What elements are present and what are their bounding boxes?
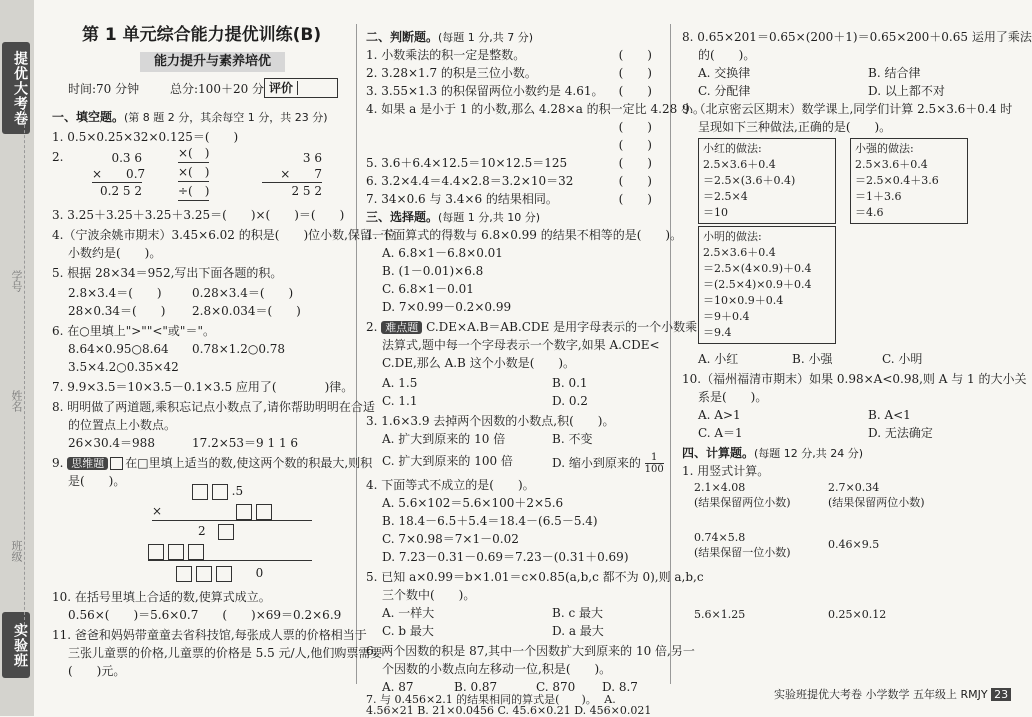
q9-row-2: ×	[152, 502, 312, 521]
choice-option: A. 一样大	[382, 606, 435, 620]
tf-item: 4. 如果 a 是小于 1 的小数,那么 4.28×a 的积一定比 4.28 小。	[366, 102, 706, 116]
column-1	[52, 0, 396, 716]
question-3: 3. 3.25＋3.25＋3.25＋3.25＝( )×( )＝( )	[52, 208, 345, 222]
choice-5: 5. 已知 a×0.99＝b×1.01＝c×0.85(a,b,c 都不为 0),则 a,b,c	[366, 570, 704, 584]
choice-option: C. 小明	[882, 352, 923, 366]
choice-option: A. 5.6×102＝5.6×100＋2×5.6	[382, 496, 564, 510]
section-calculation: 四、计算题。(每题 12 分,共 24 分)	[682, 446, 864, 460]
q6-item: 8.64×0.95○8.64	[68, 342, 169, 356]
choice-option: B. 0.1	[552, 376, 588, 390]
series-tab-top: 提优大考卷	[2, 42, 30, 134]
choice-option: C. 6.8×1－0.01	[382, 282, 474, 296]
question-8-cont: 的位置点上小数点。	[68, 418, 177, 432]
question-6: 6. 在○里填上">""<"或"＝"。	[52, 324, 215, 338]
q5-item: 2.8×3.4＝( )	[68, 286, 162, 300]
time-limit: 时间:70 分钟	[68, 82, 140, 96]
choice-2-cont: C.DE,那么 A.B 这个小数是( )。	[382, 356, 576, 370]
q6-item: 0.78×1.2○0.78	[192, 342, 286, 356]
choice-option: A. A>1	[698, 408, 741, 422]
calc-item: 5.6×1.25	[694, 608, 746, 621]
question-11-cont: 三张儿童票的价格,儿童票的价格是 5.5 元/人,他们购票需要	[68, 646, 383, 660]
calc-item: 0.46×9.5	[828, 538, 880, 551]
tf-item: 6. 3.2×4.4＝4.4×2.8＝3.2×10＝32 ( )	[366, 174, 652, 188]
choice-option: D. 无法确定	[868, 426, 933, 440]
choice-1: 1. 下面算式的得数与 6.8×0.99 的结果不相等的是( )。	[366, 228, 683, 242]
question-7: 7. 9.9×3.5＝10×3.5－0.1×3.5 应用了( )律。	[52, 380, 354, 394]
page-title: 第 1 单元综合能力提优训练(B)	[82, 25, 322, 45]
choice-option: D. a 最大	[552, 624, 604, 638]
q9-digit-boxes-1: .5	[192, 482, 243, 500]
question-4: 4.（宁波余姚市期末）3.45×6.02 的积是( )位小数,保留一位	[52, 228, 396, 242]
choice-option: B. 小强	[792, 352, 833, 366]
section-banner: 能力提升与素养培优	[140, 52, 285, 72]
question-11-end: ( )元。	[68, 664, 126, 678]
evaluation-label: 评价	[265, 81, 298, 95]
xiaohong-method: 小红的做法: 2.5×3.6＋0.4 ＝2.5×(3.6＋0.4) ＝2.5×4 ＝10	[698, 138, 836, 224]
thinking-tag: 思维题	[67, 457, 108, 470]
choice-option: B. c 最大	[552, 606, 603, 620]
calc-title: 1. 用竖式计算。	[682, 464, 770, 478]
calc-item: 0.25×0.12	[828, 608, 887, 621]
choice-option: D. 以上都不对	[868, 84, 945, 98]
question-5: 5. 根据 28×34＝952,写出下面各题的积。	[52, 266, 283, 280]
question-9-cont: 是( )。	[68, 474, 126, 488]
q9-row-5: 0	[176, 564, 263, 582]
choice-option: C. 扩大到原来的 100 倍	[382, 454, 513, 468]
choice-5-cont: 三个数中( )。	[382, 588, 476, 602]
choice-option: D. 0.2	[552, 394, 588, 408]
q6-item: 3.5×4.2○0.35×42	[68, 360, 179, 374]
column-3	[682, 0, 1032, 716]
q5-item: 2.8×0.034＝( )	[192, 304, 301, 318]
choice-option: C. 1.1	[382, 394, 418, 408]
choice-2-cont: 法算式,题中每一个字母表示一个数字,如果 A.CDE<	[382, 338, 660, 352]
choice-4: 4. 下面等式不成立的是( )。	[366, 478, 535, 492]
q2-vertical-2: 3 6 × 7 2 5 2	[262, 150, 322, 199]
binding-strip	[0, 0, 34, 716]
choice-8-cont: 的( )。	[698, 48, 756, 62]
question-11: 11. 爸爸和妈妈带童童去省科技馆,每张成人票的价格相当于	[52, 628, 367, 642]
question-10-cont: 0.56×( )＝5.6×0.7 ( )×69＝0.2×6.9	[68, 608, 342, 622]
question-2: 2.	[52, 150, 64, 164]
tf-item: 2. 3.28×1.7 的积是三位小数。 ( )	[366, 66, 652, 80]
choice-option: A. 交换律	[698, 66, 751, 80]
q5-item: 0.28×3.4＝( )	[192, 286, 294, 300]
choice-option: A. 小红	[698, 352, 739, 366]
question-8: 8. 明明做了两道题,乘积忘记点小数点了,请你帮助明明在合适	[52, 400, 375, 414]
calc-item: 2.1×4.08 (结果保留两位小数)	[694, 481, 791, 509]
section-choice: 三、选择题。(每题 1 分,共 10 分)	[366, 210, 541, 224]
label-student-id: 学号	[10, 270, 23, 292]
choice-10-cont: 系是( )。	[698, 390, 768, 404]
choice-9: 9.（北京密云区期末）数学课上,同学们计算 2.5×3.6＋0.4 时	[682, 102, 1013, 116]
choice-3: 3. 1.6×3.9 去掉两个因数的小数点,积( )。	[366, 414, 615, 428]
tf-item: 7. 34×0.6 与 3.4×6 的结果相同。 ( )	[366, 192, 652, 206]
calc-item: 0.74×5.8 (结果保留一位小数)	[694, 531, 791, 559]
choice-option: B. 18.4－6.5＋5.4＝18.4－(6.5－5.4)	[382, 514, 598, 528]
q5-item: 28×0.34＝( )	[68, 304, 166, 318]
series-tab-bottom: 实验班	[2, 612, 30, 678]
choice-9-cont: 呈现如下三种做法,正确的是( )。	[698, 120, 892, 134]
q2-vertical-1: 0.3 6 × 0.7 0.2 5 2	[92, 151, 146, 198]
choice-7: 7. 与 0.456×2.1 的结果相同的算式是( )。 A. 4.56×21 B. 21×0.0456 C. 45.6×0.21 D. 456×0.021	[366, 693, 652, 717]
choice-6: 6. 两个因数的积是 87,其中一个因数扩大到原来的 10 倍,另一	[366, 644, 695, 658]
choice-option: A. 87	[382, 680, 414, 694]
question-1: 1. 0.5×0.25×32×0.125＝( )	[52, 130, 239, 144]
choice-option: D. 8.7	[602, 680, 638, 694]
page-number: 23	[991, 688, 1011, 701]
choice-7-options-inline: A. 4.56×21 B. 21×0.0456 C. 45.6×0.21 D. 456×0.021	[366, 693, 652, 717]
choice-option: D. 缩小到原来的 $\frac{1}{100}$	[552, 452, 664, 475]
choice-10: 10.（福州福清市期末）如果 0.98×A<0.98,则 A 与 1 的大小关	[682, 372, 1027, 386]
choice-option: B. 结合律	[868, 66, 921, 80]
label-class: 班级	[10, 540, 23, 562]
choice-option: D. 7×0.99－0.2×0.99	[382, 300, 512, 314]
choice-8: 8. 0.65×201＝0.65×(200＋1)＝0.65×200＋0.65 运用了乘法	[682, 30, 1032, 44]
choice-option: A. 扩大到原来的 10 倍	[382, 432, 506, 446]
xiaoming-method: 小明的做法: 2.5×3.6＋0.4 ＝2.5×(4×0.9)＋0.4 ＝(2.5×4)×0.9＋0.4 ＝10×0.9＋0.4 ＝9＋0.4 ＝9.4	[698, 226, 836, 344]
choice-option: C. 分配律	[698, 84, 751, 98]
question-9: 9. 思维题 在□里填上适当的数,使这两个数的积最大,则积	[52, 456, 373, 470]
q8-item: 26×30.4＝988	[68, 436, 155, 450]
q2-operations: ×( ) ×( ) ÷( )	[178, 144, 209, 201]
question-4-cont: 小数约是( )。	[68, 246, 162, 260]
choice-option: A. 1.5	[382, 376, 418, 390]
choice-option: B. (1－0.01)×6.8	[382, 264, 484, 278]
difficult-tag: 难点题	[381, 321, 422, 334]
tf-item: 3. 3.55×1.3 的积保留两位小数约是 4.61。 ( )	[366, 84, 652, 98]
choice-option: B. 0.87	[454, 680, 498, 694]
column-divider	[356, 24, 357, 684]
choice-option: C. b 最大	[382, 624, 434, 638]
q9-row-4	[148, 542, 312, 561]
section-fill-blank: 一、填空题。(第 8 题 2 分，其余每空 1 分，共 23 分)	[52, 110, 328, 124]
total-score: 总分:100＋20 分	[170, 82, 265, 96]
label-name: 姓名	[10, 390, 23, 412]
choice-option: D. 7.23－0.31－0.69＝7.23－(0.31＋0.69)	[382, 550, 629, 564]
evaluation-box[interactable]	[264, 78, 338, 98]
tf-item: 5. 3.6＋6.4×12.5＝10×12.5＝125 ( )	[366, 156, 652, 170]
choice-option: A. 6.8×1－6.8×0.01	[382, 246, 503, 260]
page-footer: 实验班提优大考卷 小学数学 五年级上 RMJY 23	[774, 686, 1011, 704]
tf-item: 1. 小数乘法的积一定是整数。 ( )	[366, 48, 652, 62]
choice-option: C. 870	[536, 680, 576, 694]
choice-option: B. A<1	[868, 408, 911, 422]
q9-row-3: 2	[198, 522, 234, 540]
xiaoqiang-method: 小强的做法: 2.5×3.6＋0.4 ＝2.5×0.4＋3.6 ＝1＋3.6 ＝4.6	[850, 138, 968, 224]
calc-item: 2.7×0.34 (结果保留两位小数)	[828, 481, 925, 509]
q8-item: 17.2×53＝9 1 1 6	[192, 436, 299, 450]
column-2: 二、判断题。(每题 1 分,共 7 分) 1. 小数乘法的积一定是整数。 ( ) 2. 3.28×1.7 的积是三位小数。 ( ) 3. 3.55×1.3 的积保留两位小数约是 4.61。 ( ) 4. 如果 a 是小于 1 的小数,那么 4.28×a 的积一定比 4.28 小。 ( ) ( ) 5. 3.6＋6.4×12.5＝10×12.5＝125 ( ) 6. 3.2×4.4＝4.4×2.8＝3.2×10＝32 ( ) 7. 34×0.6 与 3.4×6 的结果相同。 ( ) 三、选择题。(每题 1 分,共 10 分) 1. 下面算式的得数与 6.8×0.99 的结果不相等的是( )。 A. 6.8×1－6.8×0.01 B. (1－0.01)×6.8 C. 6.8×1－0.01 D. 7×0.99－0.2×0.99 2. 难点题 C.DE×A.B＝AB.CDE 是用字母表示的一个小数乘 法算式,题中每一个字母表示一个数字,如果 A.CDE< C.DE,那么 A.B 这个小数是( )。 A. 1.5 B. 0.1 C. 1.1 D. 0.2 3. 1.6×3.9 去掉两个因数的小数点,积( )。 A. 扩大到原来的 10 倍 B. 不变 C. 扩大到原来的 100 倍 D. 缩小到原来的 $\frac{1}{100}$ 4. 下面等式不成立的是( )。 A. 5.6×102＝5.6×100＋2×5.6 B. 18.4－6.5＋5.4＝18.4－(6.5－5.4) C. 7×0.98＝7×1－0.02 D. 7.23－0.31－0.69＝7.23－(0.31＋0.69) 5. 已知 a×0.99＝b×1.01＝c×0.85(a,b,c 都不为 0),则 a,b,c 三个数中( )。 A. 一样大 B. c 最大 C. b 最大 D. a 最大 6. 两个因数的积是 87,其中一个因数扩大到原来的 10 倍,另一 个因数的小数点向左移动一位,积是( )。 A. 87 B. 0.87 C. 870 D. 8.7 7. 与 0.456×2.1 的结果相同的算式是( )。 A. 4.56×21 B. 21×0.0456 C. 45.6×0.21 D. 456×0.021	[366, 30, 706, 717]
question-10: 10. 在括号里填上合适的数,使算式成立。	[52, 590, 271, 604]
cut-line	[24, 110, 25, 630]
section-true-false: 二、判断题。(每题 1 分,共 7 分)	[366, 30, 534, 44]
choice-2: 2. 难点题 C.DE×A.B＝AB.CDE 是用字母表示的一个小数乘	[366, 320, 698, 334]
choice-option: B. 不变	[552, 432, 593, 446]
choice-6-cont: 个因数的小数点向左移动一位,积是( )。	[382, 662, 612, 676]
choice-option: C. A＝1	[698, 426, 743, 440]
choice-option: C. 7×0.98＝7×1－0.02	[382, 532, 519, 546]
